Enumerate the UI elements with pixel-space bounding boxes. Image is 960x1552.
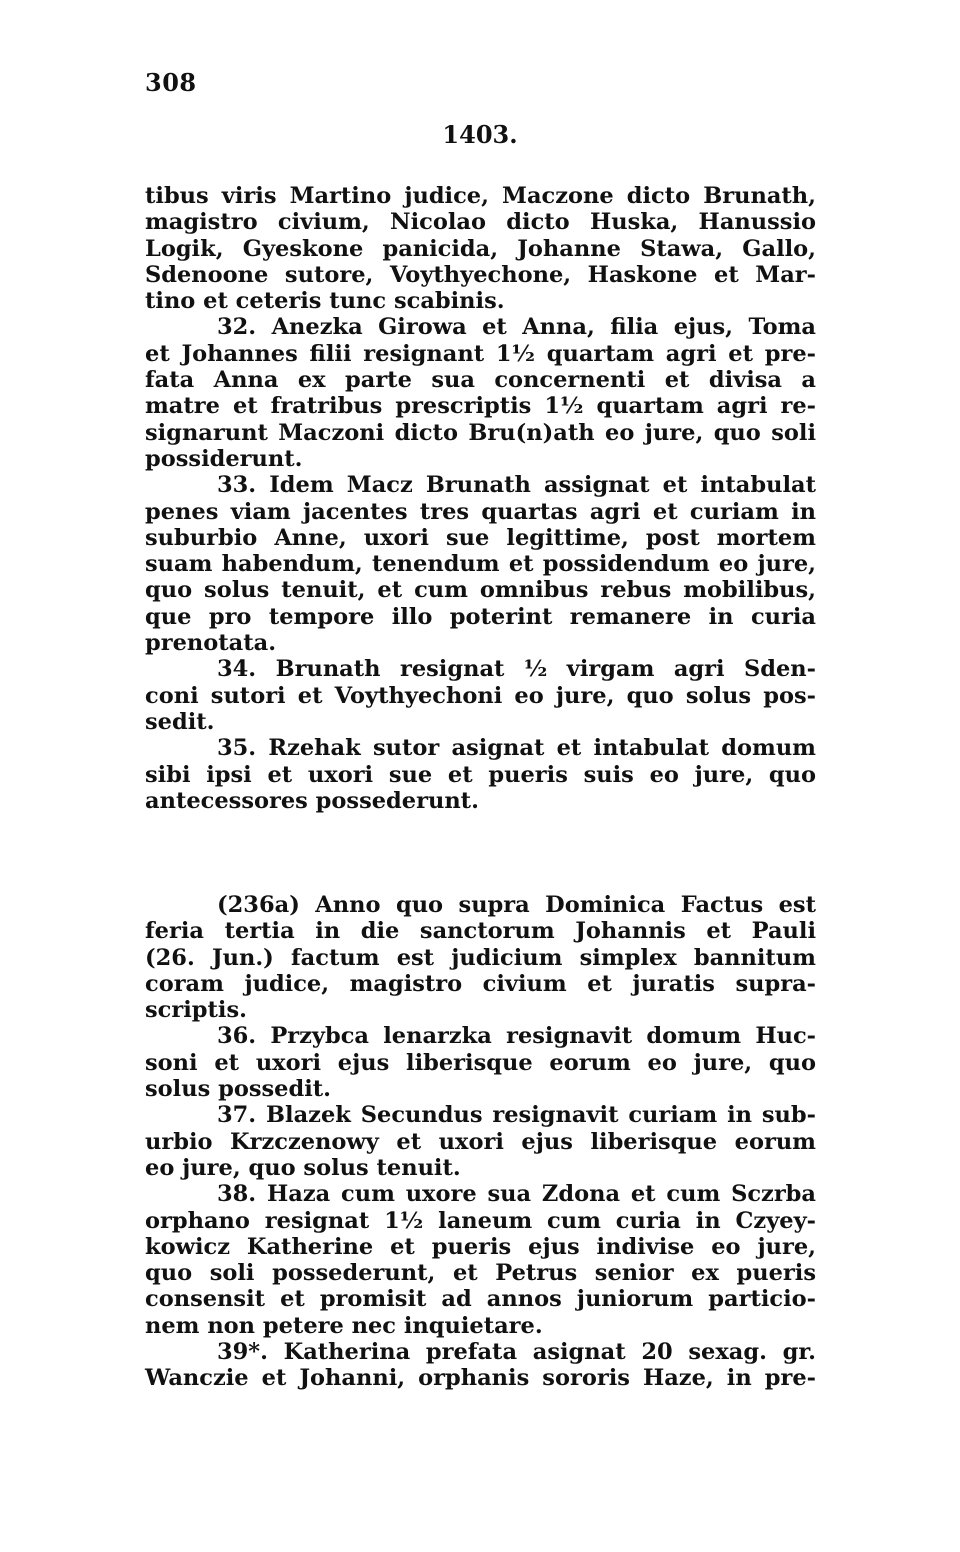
text-line: 35. Rzehak sutor asignat et intabulat domum xyxy=(217,735,816,762)
text-line: scriptis. xyxy=(145,997,247,1024)
text-line: penes viam jacentes tres quartas agri et curiam in xyxy=(145,498,816,525)
text-line: quo solus tenuit, et cum omnibus rebus mobilibus, xyxy=(145,577,816,604)
text-line: (26. Jun.) factum est judicium simplex bannitum xyxy=(145,944,816,971)
text-line: 32. Anezka Girowa et Anna, filia ejus, Toma xyxy=(217,314,816,341)
text-line: signarunt Maczoni dicto Bru(n)ath eo jure, quo soli xyxy=(145,419,816,446)
text-line: possiderunt. xyxy=(145,445,303,472)
year-heading: 1403. xyxy=(442,120,518,149)
text-line: coni sutori et Voythyechoni eo jure, quo solus pos- xyxy=(145,682,816,709)
text-line: 36. Przybca lenarzka resignavit domum Huc- xyxy=(217,1023,816,1050)
text-line: 33. Idem Macz Brunath assignat et intabulat xyxy=(217,472,816,499)
text-line: Wanczie et Johanni, orphanis sororis Haze, in pre- xyxy=(145,1365,816,1392)
text-line: suam habendum, tenendum et possidendum eo jure, xyxy=(145,551,816,578)
text-line: 39*. Katherina prefata asignat 20 sexag. gr. xyxy=(217,1339,816,1366)
text-line: 37. Blazek Secundus resignavit curiam in sub- xyxy=(217,1102,816,1129)
text-line: coram judice, magistro civium et juratis supra- xyxy=(145,970,816,997)
text-line: urbio Krzczenowy et uxori ejus liberisque eorum xyxy=(145,1128,816,1155)
text-line: consensit et promisit ad annos juniorum particio- xyxy=(145,1286,816,1313)
text-line: orphano resignat 1½ laneum cum curia in Czyey- xyxy=(145,1207,816,1234)
text-line: 34. Brunath resignat ½ virgam agri Sden- xyxy=(217,656,816,683)
text-line: solus possedit. xyxy=(145,1076,331,1103)
text-line: sedit. xyxy=(145,708,215,735)
text-line: soni et uxori ejus liberisque eorum eo jure, quo xyxy=(145,1049,816,1076)
text-line: eo jure, quo solus tenuit. xyxy=(145,1154,461,1181)
text-line: sibi ipsi et uxori sue et pueris suis eo jure, quo xyxy=(145,761,816,788)
text-line: et Johannes filii resignant 1½ quartam agri et pre- xyxy=(145,340,816,367)
text-line: quo soli possederunt, et Petrus senior ex pueris xyxy=(145,1260,816,1287)
text-line: fata Anna ex parte sua concernenti et divisa a xyxy=(145,367,816,394)
text-line: Sdenoone sutore, Voythyechone, Haskone et Mar- xyxy=(145,261,816,288)
text-line: antecessores possederunt. xyxy=(145,787,479,814)
text-line: nem non petere nec inquietare. xyxy=(145,1312,543,1339)
page-number: 308 xyxy=(145,68,197,97)
text-line: (236a) Anno quo supra Dominica Factus est xyxy=(217,892,816,918)
text-line: 38. Haza cum uxore sua Zdona et cum Sczrba xyxy=(217,1181,816,1208)
text-line: Logik, Gyeskone panicida, Johanne Stawa, Gallo, xyxy=(145,235,816,262)
text-block-entries-31-35 xyxy=(145,183,816,814)
text-line: kowicz Katherine et pueris ejus indivise eo jure, xyxy=(145,1233,816,1260)
text-line: magistro civium, Nicolao dicto Huska, Hanussio xyxy=(145,209,816,236)
text-line: tibus viris Martino judice, Maczone dicto Brunath, xyxy=(145,183,816,209)
text-line: matre et fratribus prescriptis 1½ quartam agri re- xyxy=(145,393,816,420)
text-line: tino et ceteris tunc scabinis. xyxy=(145,288,505,315)
text-line: prenotata. xyxy=(145,630,277,657)
text-block-entries-36-39 xyxy=(145,892,816,1392)
text-line: suburbio Anne, uxori sue legittime, post mortem xyxy=(145,524,816,551)
text-line: feria tertia in die sanctorum Johannis et Pauli xyxy=(145,918,816,945)
text-line: que pro tempore illo poterint remanere in curia xyxy=(145,603,816,630)
